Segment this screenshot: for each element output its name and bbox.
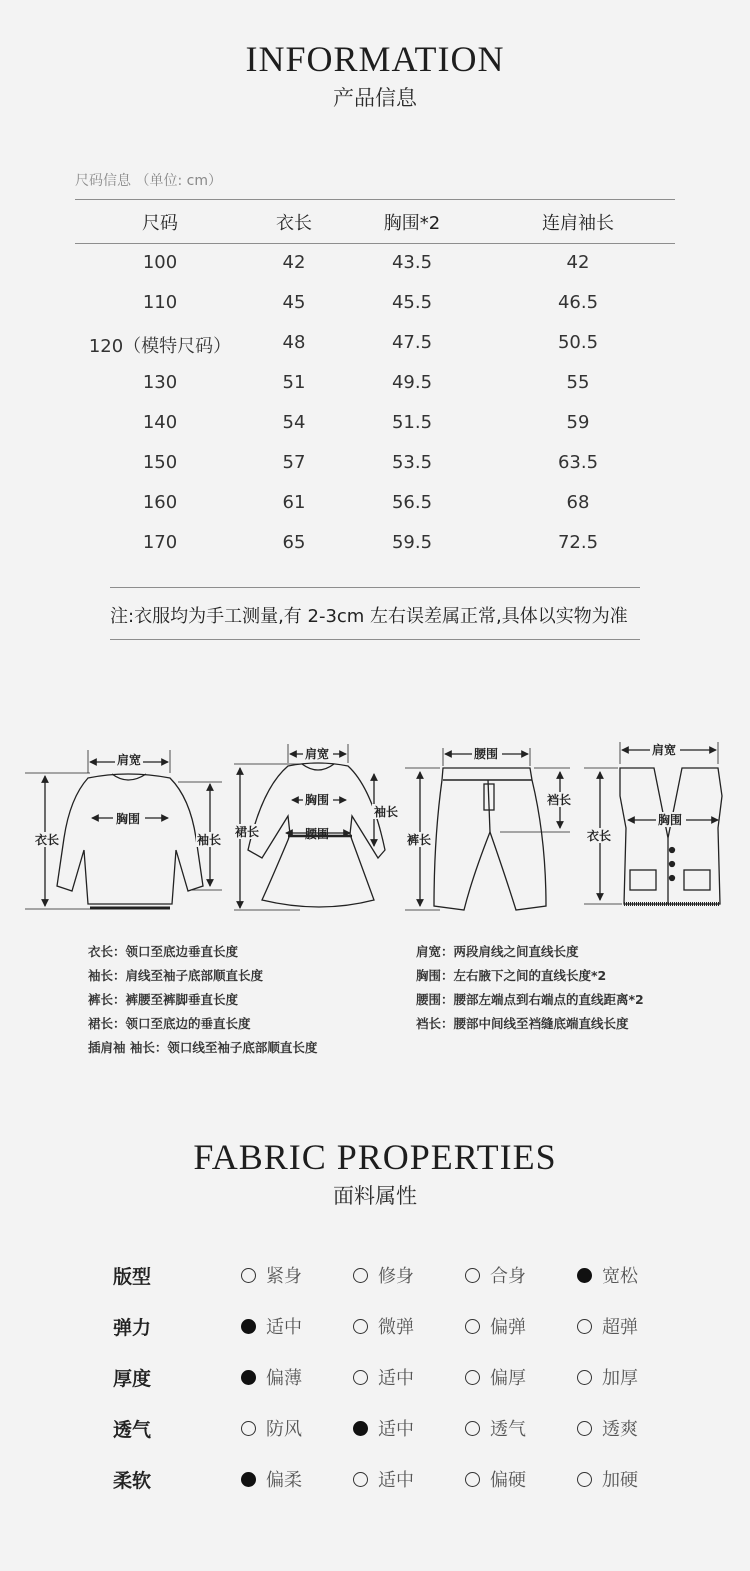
option-label: 偏柔: [266, 1470, 302, 1491]
radio-empty-icon: [353, 1472, 368, 1487]
option-label: 适中: [378, 1419, 414, 1440]
radio-empty-icon: [465, 1472, 480, 1487]
table-cell: 65: [282, 532, 306, 553]
radio-empty-icon: [353, 1268, 368, 1283]
pants-diagram: [405, 748, 570, 910]
property-option: [577, 1415, 638, 1441]
option-label: 紧身: [266, 1266, 302, 1287]
option-label: 宽松: [602, 1266, 638, 1287]
sweater-sleeve-label: 袖长: [197, 833, 222, 847]
radio-empty-icon: [465, 1319, 480, 1334]
note-top-rule: [110, 587, 640, 588]
property-label: 柔软: [113, 1470, 152, 1492]
option-label: 适中: [378, 1470, 414, 1491]
sweater-chest-label: 胸围: [116, 812, 141, 826]
property-label: 版型: [113, 1266, 152, 1288]
property-option: [577, 1364, 638, 1390]
radio-empty-icon: [577, 1472, 592, 1487]
table-top-rule: [75, 199, 675, 200]
property-option: [465, 1313, 526, 1339]
option-label: 透爽: [602, 1419, 638, 1440]
radio-selected-icon: [241, 1472, 256, 1487]
table-cell: 160: [142, 492, 178, 513]
vest-length-label: 衣长: [587, 829, 612, 843]
table-cell: 100: [142, 252, 178, 273]
radio-empty-icon: [241, 1268, 256, 1283]
radio-selected-icon: [241, 1370, 256, 1385]
fabric-subtitle: 面料属性: [333, 1184, 417, 1208]
option-label: 偏厚: [490, 1368, 526, 1389]
property-option: [241, 1415, 302, 1441]
property-option: [241, 1364, 302, 1390]
table-cell: 55: [566, 372, 590, 393]
radio-empty-icon: [465, 1268, 480, 1283]
radio-empty-icon: [577, 1421, 592, 1436]
pants-crotch-label: 裆长: [547, 793, 572, 807]
fabric-title: FABRIC PROPERTIES: [193, 1137, 557, 1177]
property-option: [577, 1262, 638, 1288]
property-option: [353, 1415, 414, 1441]
table-header-rule: [75, 243, 675, 244]
dress-chest-label: 胸围: [305, 793, 330, 807]
legend-item: 胸围：左右腋下之间的直线长度*2: [416, 968, 607, 983]
table-cell: 51.5: [391, 412, 433, 433]
legend-item: 腰围：腰部左端点到右端点的直线距离*2: [416, 992, 644, 1007]
legend-item: 裤长：裤腰至裤脚垂直长度: [88, 992, 239, 1007]
table-cell: 150: [142, 452, 178, 473]
table-cell: 72.5: [557, 532, 599, 553]
table-cell: 47.5: [391, 332, 433, 353]
dress-skirt-label: 裙长: [235, 825, 260, 839]
radio-empty-icon: [577, 1370, 592, 1385]
table-cell: 56.5: [391, 492, 433, 513]
table-header: 连肩袖长: [542, 213, 614, 234]
dress-waist-label: 腰围: [305, 827, 330, 841]
radio-empty-icon: [241, 1421, 256, 1436]
table-cell: 130: [142, 372, 178, 393]
property-option: [577, 1313, 638, 1339]
option-label: 超弹: [602, 1317, 638, 1338]
property-option: [353, 1262, 414, 1288]
dress-shoulder-label: 肩宽: [305, 747, 330, 761]
option-label: 微弹: [378, 1317, 414, 1338]
property-option: [353, 1313, 414, 1339]
legend-item: 衣长：领口至底边垂直长度: [88, 944, 239, 959]
option-label: 偏硬: [490, 1470, 526, 1491]
radio-empty-icon: [465, 1421, 480, 1436]
information-subtitle: 产品信息: [333, 86, 417, 110]
table-cell: 42: [566, 252, 590, 273]
option-label: 透气: [490, 1419, 526, 1440]
radio-empty-icon: [465, 1370, 480, 1385]
table-cell: 49.5: [391, 372, 433, 393]
size-caption: 尺码信息 （单位: cm）: [75, 173, 222, 189]
option-label: 修身: [378, 1266, 414, 1287]
table-cell: 63.5: [557, 452, 599, 473]
property-label: 透气: [113, 1419, 152, 1441]
table-cell: 110: [142, 292, 178, 313]
property-option: [353, 1364, 414, 1390]
radio-selected-icon: [353, 1421, 368, 1436]
table-cell: 46.5: [557, 292, 599, 313]
sweater-length-label: 衣长: [35, 833, 60, 847]
property-option: [465, 1466, 526, 1492]
pants-length-label: 裤长: [407, 833, 432, 847]
table-cell: 57: [282, 452, 306, 473]
radio-selected-icon: [577, 1268, 592, 1283]
table-cell: 53.5: [391, 452, 433, 473]
table-cell: 43.5: [391, 252, 433, 273]
table-cell: 170: [142, 532, 178, 553]
vest-diagram: [584, 742, 722, 904]
table-cell: 140: [142, 412, 178, 433]
table-cell: 42: [282, 252, 306, 273]
property-option: [241, 1313, 302, 1339]
table-cell: 45: [282, 292, 306, 313]
property-option: [465, 1364, 526, 1390]
legend-item: 肩宽：两段肩线之间直线长度: [416, 944, 579, 959]
property-option: [465, 1415, 526, 1441]
option-label: 适中: [266, 1317, 302, 1338]
vest-chest-label: 胸围: [658, 813, 683, 827]
property-label: 弹力: [113, 1317, 152, 1339]
sweater-shoulder-label: 肩宽: [117, 753, 142, 767]
table-header: 胸围*2: [383, 213, 441, 234]
table-cell: 59: [566, 412, 590, 433]
table-cell: 68: [566, 492, 590, 513]
property-option: [353, 1466, 414, 1492]
option-label: 合身: [490, 1266, 526, 1287]
table-cell: 59.5: [391, 532, 433, 553]
table-header: 尺码: [142, 213, 178, 234]
option-label: 防风: [266, 1419, 302, 1440]
legend-item: 裙长：领口至底边的垂直长度: [88, 1016, 251, 1031]
property-option: [241, 1466, 302, 1492]
table-cell: 51: [282, 372, 306, 393]
option-label: 加厚: [602, 1368, 638, 1389]
note-bottom-rule: [110, 639, 640, 640]
information-title: INFORMATION: [245, 39, 505, 79]
table-cell: 45.5: [391, 292, 433, 313]
radio-empty-icon: [353, 1370, 368, 1385]
measurement-note: 注:衣服均为手工测量,有 2-3cm 左右误差属正常,具体以实物为准: [110, 606, 628, 627]
legend-item: 插肩袖 袖长：领口线至袖子底部顺直长度: [88, 1040, 318, 1055]
radio-empty-icon: [577, 1319, 592, 1334]
pants-waist-label: 腰围: [474, 747, 499, 761]
legend-item: 袖长：肩线至袖子底部顺直长度: [88, 968, 264, 983]
table-cell: 48: [282, 332, 306, 353]
table-cell: 61: [282, 492, 306, 513]
option-label: 偏薄: [266, 1368, 302, 1389]
table-cell: 120（模特尺码）: [88, 336, 232, 357]
legend-item: 裆长：腰部中间线至裆缝底端直线长度: [416, 1016, 629, 1031]
radio-empty-icon: [353, 1319, 368, 1334]
property-label: 厚度: [113, 1368, 152, 1390]
table-cell: 50.5: [557, 332, 599, 353]
option-label: 偏弹: [490, 1317, 526, 1338]
radio-selected-icon: [241, 1319, 256, 1334]
option-label: 适中: [378, 1368, 414, 1389]
property-option: [465, 1262, 526, 1288]
dress-sleeve-label: 袖长: [374, 805, 399, 819]
option-label: 加硬: [602, 1470, 638, 1491]
table-cell: 54: [282, 412, 306, 433]
measurement-diagram: [0, 728, 750, 923]
vest-shoulder-label: 肩宽: [652, 743, 677, 757]
property-option: [241, 1262, 302, 1288]
table-header: 衣长: [276, 213, 312, 234]
sweater-diagram: [25, 750, 222, 909]
property-option: [577, 1466, 638, 1492]
